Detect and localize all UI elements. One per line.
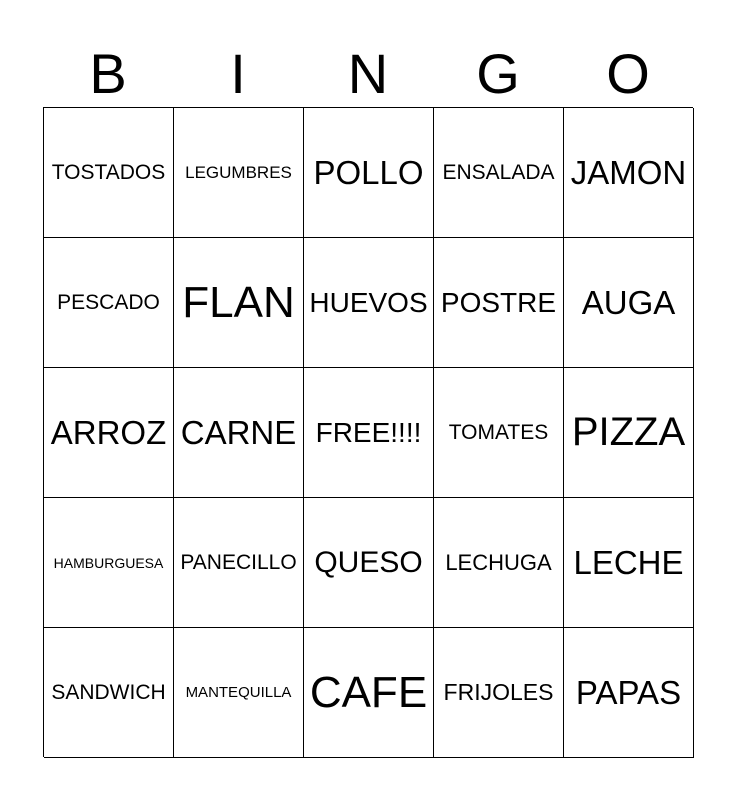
header-letter-b: B bbox=[89, 42, 127, 105]
bingo-cell-label: JAMON bbox=[570, 153, 687, 191]
bingo-cell[interactable] bbox=[174, 628, 304, 758]
header-letter-n: N bbox=[347, 42, 389, 105]
bingo-cell[interactable] bbox=[174, 368, 304, 498]
bingo-cell-label: LECHE bbox=[573, 543, 684, 581]
bingo-header bbox=[43, 40, 693, 108]
bingo-cell[interactable] bbox=[434, 238, 564, 368]
bingo-cell[interactable] bbox=[174, 108, 304, 238]
bingo-cell[interactable] bbox=[434, 498, 564, 628]
bingo-cell-label: POSTRE bbox=[440, 286, 557, 318]
bingo-cell[interactable] bbox=[174, 498, 304, 628]
bingo-cell-label: QUESO bbox=[314, 545, 423, 579]
bingo-cell[interactable] bbox=[564, 628, 694, 758]
bingo-cell[interactable] bbox=[434, 368, 564, 498]
bingo-cell-label: HUEVOS bbox=[309, 286, 428, 318]
bingo-cell[interactable] bbox=[564, 368, 694, 498]
bingo-cell-label: POLLO bbox=[313, 153, 424, 191]
bingo-cell[interactable] bbox=[304, 238, 434, 368]
bingo-cell-label: PAPAS bbox=[575, 673, 682, 711]
bingo-cell[interactable] bbox=[44, 498, 174, 628]
bingo-cell[interactable] bbox=[434, 108, 564, 238]
bingo-cell[interactable] bbox=[44, 238, 174, 368]
bingo-cell-label: FRIJOLES bbox=[443, 679, 554, 705]
bingo-cell-label: CAFE bbox=[309, 667, 428, 717]
bingo-cell-label: FLAN bbox=[182, 277, 295, 327]
bingo-cell-label: ENSALADA bbox=[442, 160, 555, 184]
bingo-cell-label: AUGA bbox=[581, 283, 676, 321]
header-letter-g: G bbox=[476, 42, 520, 105]
header-letter-i: I bbox=[230, 42, 246, 105]
bingo-cell[interactable] bbox=[304, 108, 434, 238]
bingo-cell[interactable] bbox=[564, 108, 694, 238]
bingo-cell[interactable] bbox=[564, 498, 694, 628]
bingo-cell-label: HAMBURGUESA bbox=[53, 554, 164, 571]
bingo-cell-label: LECHUGA bbox=[445, 549, 552, 575]
bingo-cell-label: PIZZA bbox=[571, 410, 686, 454]
bingo-cell-label: PESCADO bbox=[57, 290, 160, 314]
bingo-cell-label: TOSTADOS bbox=[51, 160, 166, 184]
bingo-cell[interactable] bbox=[44, 628, 174, 758]
bingo-cell-label: LEGUMBRES bbox=[185, 162, 292, 182]
bingo-cell-label: PANECILLO bbox=[180, 550, 297, 574]
bingo-cell[interactable] bbox=[44, 108, 174, 238]
bingo-cell-label: MANTEQUILLA bbox=[185, 684, 292, 701]
free-space-cell[interactable] bbox=[304, 368, 434, 498]
bingo-cell[interactable] bbox=[44, 368, 174, 498]
bingo-cell-label: TOMATES bbox=[448, 420, 549, 444]
bingo-cell[interactable] bbox=[304, 628, 434, 758]
free-space-label: FREE!!!! bbox=[315, 416, 422, 448]
bingo-cell[interactable] bbox=[564, 238, 694, 368]
bingo-cell-label: CARNE bbox=[180, 413, 297, 451]
bingo-cell-label: SANDWICH bbox=[51, 680, 166, 704]
bingo-cell-label: ARROZ bbox=[50, 413, 167, 451]
bingo-cell[interactable] bbox=[304, 498, 434, 628]
bingo-cell[interactable] bbox=[174, 238, 304, 368]
header-letter-o: O bbox=[606, 42, 650, 105]
bingo-cell[interactable] bbox=[434, 628, 564, 758]
bingo-card-grid bbox=[43, 107, 693, 757]
